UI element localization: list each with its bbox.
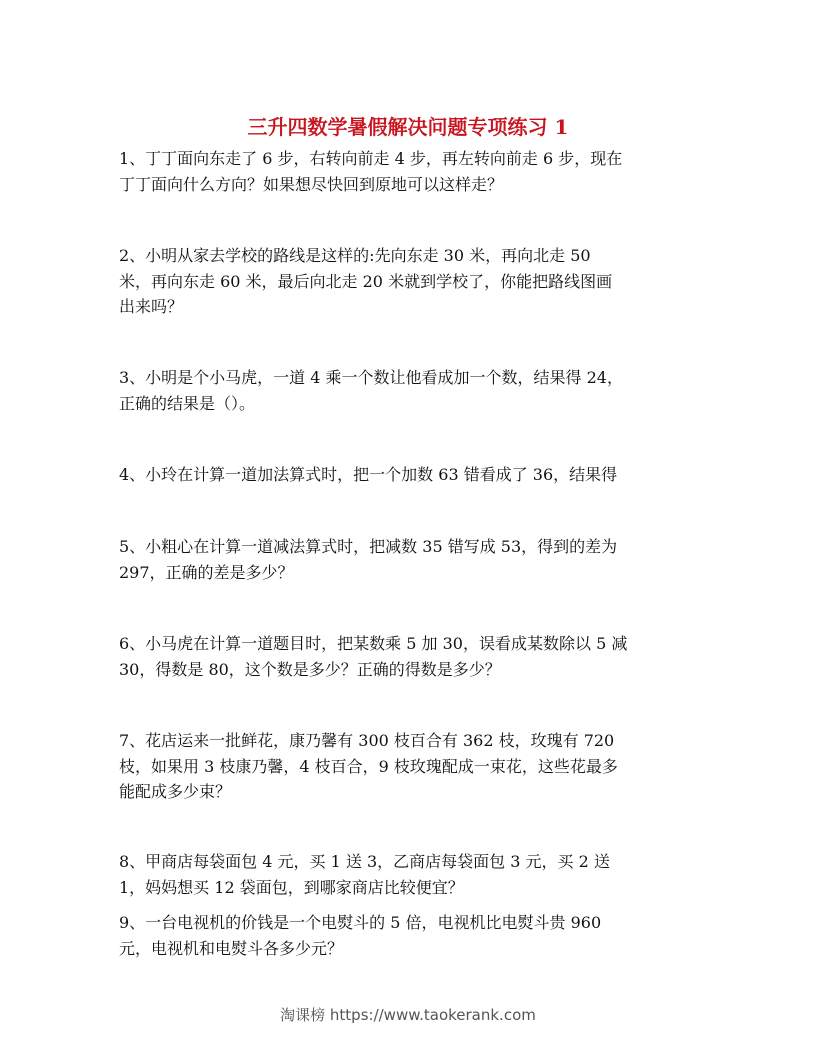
question-8: 8、甲商店每袋面包 4 元，买 1 送 3，乙商店每袋面包 3 元，买 2 送 1，妈妈想买 12 袋面包，到哪家商店比较便宜？: [119, 852, 610, 897]
question-9: 9、一台电视机的价钱是一个电熨斗的 5 倍，电视机比电熨斗贵 960 元，电视机和电熨斗各多少元？: [119, 913, 602, 958]
question-3: 3、小明是个小马虎，一道 4 乘一个数让他看成加一个数，结果得 24， 正确的结果是（）。: [119, 368, 623, 413]
document-title: 三升四数学暑假解决问题专项练习 1: [247, 115, 569, 139]
question-7: 7、花店运来一批鲜花，康乃馨有 300 枝百合有 362 枝，玫瑰有 720 枝，如果用 3 枝康乃馨，4 枝百合，9 枝玫瑰配成一束花，这些花最多 能配成多少束？: [119, 731, 618, 801]
question-6: 6、小马虎在计算一道题目时，把某数乘 5 加 30，误看成某数除以 5 减 30，得数是 80，这个数是多少？正确的得数是多少？: [119, 634, 628, 679]
question-1: 1、丁丁面向东走了 6 步，右转向前走 4 步，再左转向前走 6 步，现在 丁丁面向什么方向？如果想尽快回到原地可以这样走？: [119, 149, 623, 194]
footer-watermark: 淘课榜 https://www.taokerank.com: [280, 1006, 536, 1024]
question-5: 5、小粗心在计算一道减法算式时，把减数 35 错写成 53，得到的差为 297，正确的差是多少？: [119, 537, 618, 582]
question-4: 4、小玲在计算一道加法算式时，把一个加数 63 错看成了 36，结果得: [119, 465, 618, 484]
question-2: 2、小明从家去学校的路线是这样的:先向东走 30 米，再向北走 50 米，再向东走 60 米，最后向北走 20 米就到学校了，你能把路线图画 出来吗？: [119, 246, 613, 316]
